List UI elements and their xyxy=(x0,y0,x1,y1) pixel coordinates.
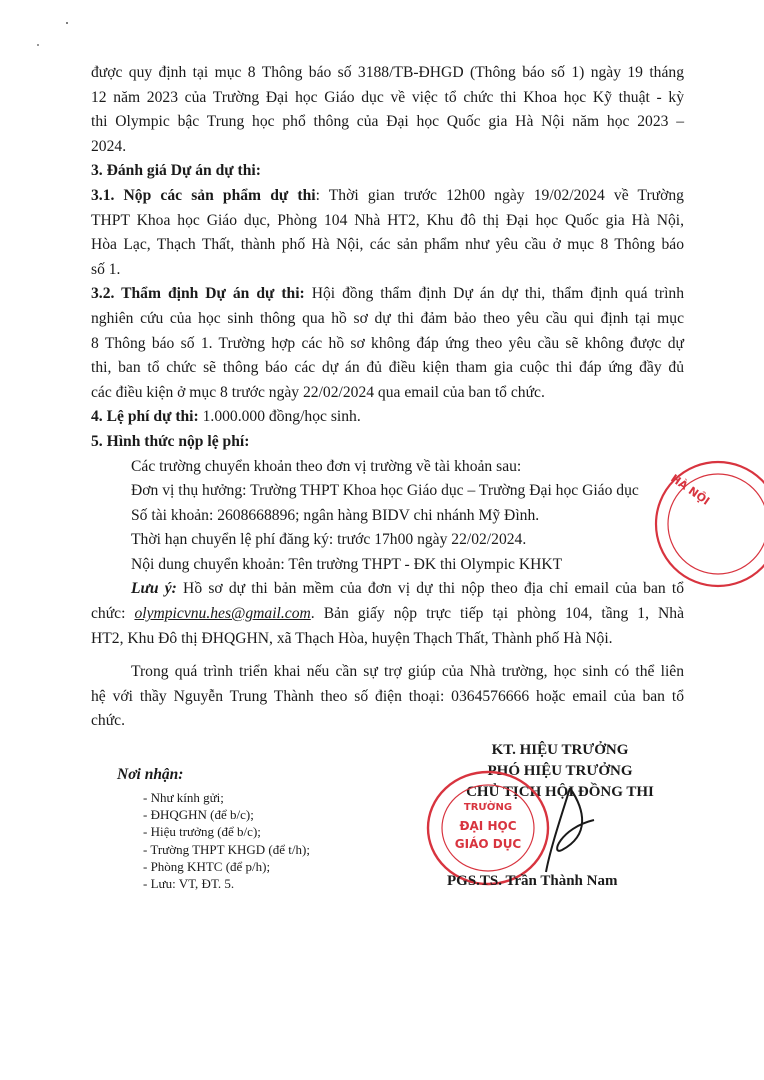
section-3-1-line xyxy=(91,184,684,209)
handwritten-signature xyxy=(540,780,600,880)
section-3-1-label: 3.1. Nộp các sản phẩm dự thi xyxy=(91,186,316,204)
paragraph-line: số 1. xyxy=(91,260,121,278)
note-line xyxy=(91,602,684,627)
signature-title-2: PHÓ HIỆU TRƯỞNG xyxy=(487,763,633,779)
paragraph-line: 8 Thông báo số 1. Trường hợp các hồ sơ không đáp ứng theo yêu cầu sẽ không được dự xyxy=(91,334,684,352)
seal-text-1: TRƯỜNG xyxy=(463,802,513,813)
stamp-fragment-text: HÀ NỘI xyxy=(668,471,712,508)
paragraph-line: thi, ban tổ chức sẽ thông báo các dự án đủ điều kiện tham gia cuộc thi đáp ứng đầy đủ xyxy=(91,359,684,377)
section-3-1-text: : Thời gian trước 12h00 ngày 19/02/2024 về Trường xyxy=(315,186,684,204)
recipient-item: - Lưu: VT, ĐT. 5. xyxy=(143,876,235,892)
scan-speck xyxy=(37,44,39,46)
payment-line: Số tài khoản: 2608668896; ngân hàng BIDV chi nhánh Mỹ Đình. xyxy=(131,506,540,524)
recipient-item: - Như kính gửi; xyxy=(143,790,224,805)
note-label: Lưu ý: xyxy=(131,580,177,598)
section-3-2-text: Hội đồng thẩm định Dự án dự thi, thẩm định quá trình xyxy=(304,285,685,303)
document-body xyxy=(91,61,684,734)
signature-title-3: CHỦ TỊCH HỘI ĐỒNG THI xyxy=(466,784,654,800)
email-link[interactable]: olympicvnu.hes@gmail.com xyxy=(134,605,311,623)
seal-text-3: GIÁO DỤC xyxy=(454,837,522,851)
signer-name: PGS.TS. Trần Thành Nam xyxy=(447,873,618,889)
closing-line: chức. xyxy=(91,712,125,730)
payment-line: Đơn vị thụ hưởng: Trường THPT Khoa học Giáo dục – Trường Đại học Giáo dục xyxy=(131,482,639,500)
paragraph-line: được quy định tại mục 8 Thông báo số 3188/TB-ĐHGD (Thông báo số 1) ngày 19 tháng xyxy=(91,64,684,81)
note-text: . Bản giấy nộp trực tiếp tại phòng 104, tầng 1, Nhà xyxy=(310,605,684,623)
closing-line: hệ với thầy Nguyễn Trung Thành theo số điện thoại: 0364576666 hoặc email của ban tổ xyxy=(91,687,684,705)
section-3-2-label: 3.2. Thẩm định Dự án dự thi: xyxy=(91,285,305,303)
section-3-2-line xyxy=(91,282,684,307)
payment-line: Các trường chuyển khoản theo đơn vị trường về tài khoản sau: xyxy=(131,457,522,475)
recipient-item: - Phòng KHTC (để p/h); xyxy=(143,858,271,874)
paragraph-line: thi Olympic bậc Trung học phổ thông của Đại học Quốc gia Hà Nội năm học 2023 – xyxy=(91,113,684,131)
section-4-value: 1.000.000 đồng/học sinh. xyxy=(198,408,361,426)
recipient-item: - ĐHQGHN (để b/c); xyxy=(143,807,254,823)
recipients-title: Nơi nhận: xyxy=(117,766,184,783)
section-heading-3: 3. Đánh giá Dự án dự thi: xyxy=(91,162,261,180)
seal-text-2: ĐẠI HỌC xyxy=(459,819,517,833)
signature-title-1: KT. HIỆU TRƯỞNG xyxy=(491,742,629,758)
paragraph-line: 2024. xyxy=(91,137,127,155)
paragraph-line: 12 năm 2023 của Trường Đại học Giáo dục về việc tổ chức thi Khoa học Kỹ thuật - kỳ xyxy=(91,88,684,106)
stamp-fragment xyxy=(640,450,764,600)
paragraph-line: nghiên cứu của học sinh thông qua hồ sơ dự thi đảm bảo theo yêu cầu qui định tại mục xyxy=(91,309,684,327)
section-4-line xyxy=(91,405,684,430)
scan-speck xyxy=(66,22,68,24)
recipient-item: - Hiệu trưởng (để b/c); xyxy=(143,824,261,840)
note-text: Hồ sơ dự thi bản mềm của đơn vị dự thi nộp theo địa chỉ email của ban tổ xyxy=(176,580,684,598)
note-line: HT2, Khu Đô thị ĐHQGHN, xã Thạch Hòa, huyện Thạch Thất, Thành phố Hà Nội. xyxy=(91,629,613,647)
recipient-item: - Trường THPT KHGD (để t/h); xyxy=(143,841,310,857)
closing-line: Trong quá trình triển khai nếu cần sự trợ giúp của Nhà trường, học sinh có thể liên xyxy=(131,663,684,681)
paragraph-line: THPT Khoa học Giáo dục, Phòng 104 Nhà HT2, Khu đô thị Đại học Quốc gia Hà Nội, xyxy=(91,211,684,229)
note-line xyxy=(91,577,684,602)
section-heading-5: 5. Hình thức nộp lệ phí: xyxy=(91,432,250,450)
payment-line: Thời hạn chuyển lệ phí đăng ký: trước 17h00 ngày 22/02/2024. xyxy=(131,531,527,549)
section-4-label: 4. Lệ phí dự thi: xyxy=(91,408,199,426)
paragraph-line: Hòa Lạc, Thạch Thất, thành phố Hà Nội, các sản phẩm như yêu cầu ở mục 8 Thông báo xyxy=(91,236,684,254)
recipients-list xyxy=(117,789,397,892)
payment-line: Nội dung chuyển khoản: Tên trường THPT - ĐK thi Olympic KHKT xyxy=(131,555,563,573)
recipients-block xyxy=(117,766,397,892)
note-text: chức: xyxy=(91,605,135,623)
paragraph-line: các điều kiện ở mục 8 trước ngày 22/02/2024 qua email của ban tổ chức. xyxy=(91,383,545,401)
